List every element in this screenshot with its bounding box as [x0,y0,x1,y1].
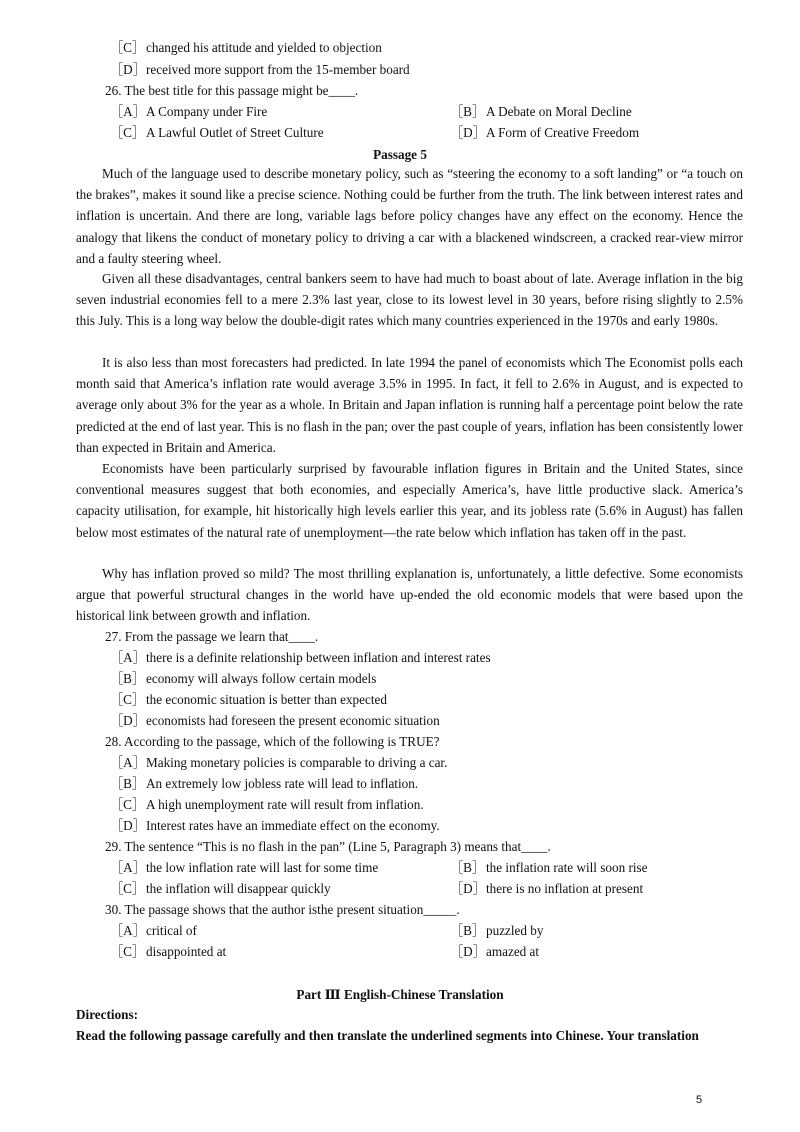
option-b: ［B］puzzled by [450,923,544,938]
option-b: ［B］An extremely low jobless rate will lead to inflation. [110,776,419,791]
passage-paragraph-5: Why has inflation proved so mild? The most thrilling explanation is, unfortunately, a little defective. Some economists argue that powerful structural changes in the world have up-ended the old economic models that were based upon the historical link between growth and inflation. [76,566,743,624]
option-d: ［D］A Form of Creative Freedom [450,125,640,140]
page-number: 5 [696,1094,703,1106]
question-26: 26. The best title for this passage might be____. [105,83,359,98]
option-a: ［A］A Company under Fire [110,104,268,119]
passage-title: Passage 5 [373,147,427,162]
option-c: ［C］the economic situation is better than expected [110,692,387,707]
option-a: ［A］there is a definite relationship between inflation and interest rates [110,650,491,665]
option-c: ［C］A high unemployment rate will result from inflation. [110,797,424,812]
question-27: 27. From the passage we learn that____. [105,629,319,644]
option-a: ［A］critical of [110,923,197,938]
option-d: ［D］received more support from the 15-member board [110,62,410,77]
option-b: ［B］the inflation rate will soon rise [450,860,648,875]
directions-text: Read the following passage carefully and then translate the underlined segments into Chinese. Your translation [76,1028,699,1043]
option-c: ［C］A Lawful Outlet of Street Culture [110,125,324,140]
option-d: ［D］there is no inflation at present [450,881,644,896]
option-c: ［C］disappointed at [110,944,227,959]
question-29: 29. The sentence “This is no flash in the pan” (Line 5, Paragraph 3) means that____. [105,839,551,854]
section-heading: Part Ⅲ English-Chinese Translation [296,987,504,1002]
option-d: ［D］Interest rates have an immediate effect on the economy. [110,818,440,833]
question-28: 28. According to the passage, which of the following is TRUE? [105,734,440,749]
passage-paragraph-2: Given all these disadvantages, central bankers seem to have had much to boast about of late. Average inflation in the big seven industrial economies fell to a mere 2.3% last year, close to its lowest level in 30 years, before rising slightly to 2.5% this July. This is a long way below the double-digit rates which many countries experienced in the 1970s and early 1980s. [76,271,743,329]
option-c: ［C］changed his attitude and yielded to objection [110,40,382,55]
option-d: ［D］amazed at [450,944,540,959]
directions-label: Directions: [76,1007,139,1022]
option-b: ［B］economy will always follow certain models [110,671,377,686]
passage-paragraph-3: It is also less than most forecasters had predicted. In late 1994 the panel of economists which The Economist polls each month said that America’s inflation rate would average 3.5% in 1995. In fact, it fell to 2.6% in August, and is expected to average only about 3% for the year as a whole. In Britain and Japan inflation is running half a percentage point below the rate predicted at the end of last year. This is no flash in the pan; over the past couple of years, inflation has been consistently lower than expected in Britain and America. [76,355,743,455]
option-b: ［B］A Debate on Moral Decline [450,104,632,119]
question-30: 30. The passage shows that the author isthe present situation_____. [105,902,460,917]
passage-paragraph-1: Much of the language used to describe monetary policy, such as “steering the economy to a soft landing” or “a touch on the brakes”, makes it sound like a precise science. Nothing could be further from the truth. The link between interest rates and inflation is uncertain. And there are long, variable lags before policy changes have any effect on the economy. Hence the analogy that likens the conduct of monetary policy to driving a car with a blackened windscreen, a cracked rear-view mirror and a faulty steering wheel. [76,166,743,266]
passage-paragraph-4: Economists have been particularly surprised by favourable inflation figures in Britain and the United States, since conventional measures suggest that both economies, and especially America’s, have little productive slack. America’s capacity utilisation, for example, hit historically high levels earlier this year, and its jobless rate (5.6% in August) has fallen below most estimates of the natural rate of unemployment—the rate below which inflation has taken off in the past. [76,461,743,540]
option-d: ［D］economists had foreseen the present economic situation [110,713,440,728]
option-a: ［A］the low inflation rate will last for some time [110,860,379,875]
option-a: ［A］Making monetary policies is comparable to driving a car. [110,755,448,770]
option-c: ［C］the inflation will disappear quickly [110,881,331,896]
